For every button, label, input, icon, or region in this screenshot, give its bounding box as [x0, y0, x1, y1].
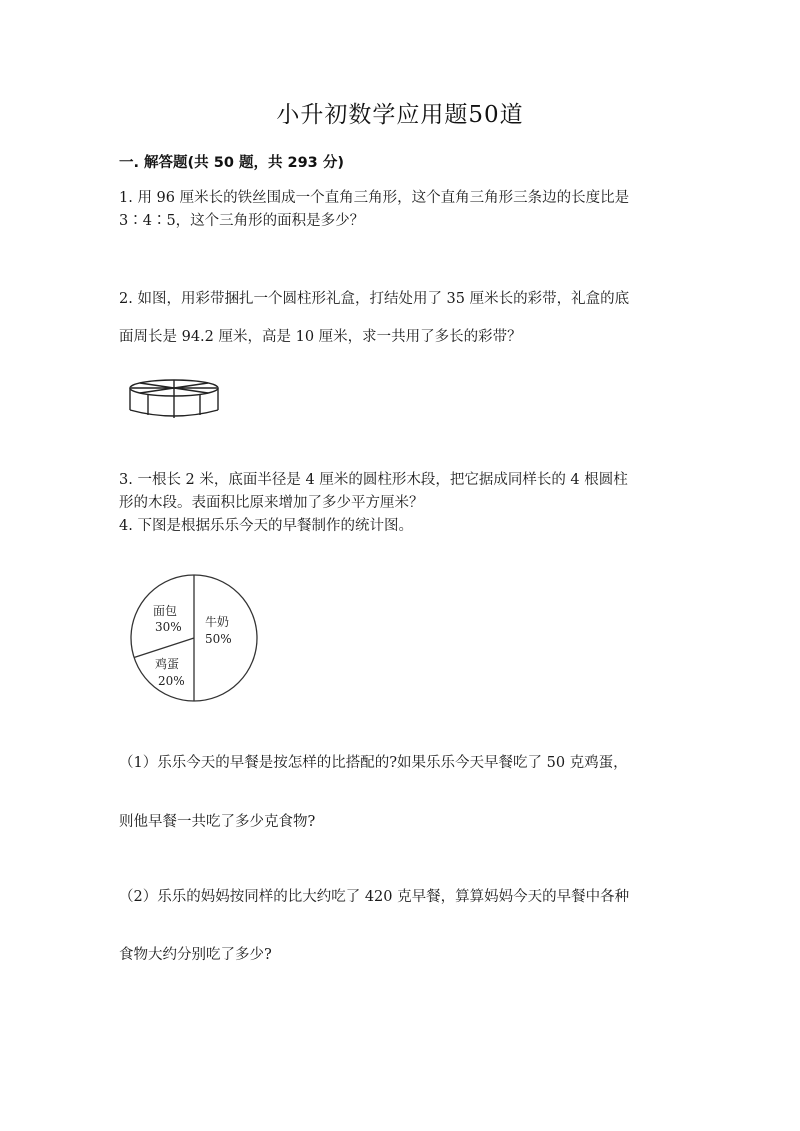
- pie-label-egg: 鸡蛋: [155, 657, 180, 671]
- breakfast-pie-chart: [128, 570, 264, 706]
- question-4-sub-2-line-1: （2）乐乐的妈妈按同样的比大约吃了 420 克早餐，算算妈妈今天的早餐中各种: [119, 889, 630, 905]
- pie-label-bread: 面包: [153, 604, 178, 618]
- question-4-line-1: 4. 下图是根据乐乐今天的早餐制作的统计图。: [119, 518, 413, 534]
- cylinder-gift-box-figure: [128, 377, 220, 425]
- question-1-line-1: 1. 用 96 厘米长的铁丝围成一个直角三角形，这个直角三角形三条边的长度比是: [119, 190, 630, 206]
- pie-value-bread: 30%: [155, 620, 182, 634]
- question-3-line-1: 3. 一根长 2 米，底面半径是 4 厘米的圆柱形木段，把它据成同样长的 4 根圆柱: [119, 472, 628, 488]
- pie-label-milk: 牛奶: [205, 615, 230, 629]
- question-4-sub-1-line-2: 则他早餐一共吃了多少克食物?: [119, 814, 316, 830]
- question-3-line-2: 形的木段。表面积比原来增加了多少平方厘米？: [119, 495, 424, 511]
- question-1-line-2: 3∶4∶5，这个三角形的面积是多少？: [119, 213, 365, 229]
- section-heading: 一. 解答题(共 50 题，共 293 分): [119, 155, 344, 171]
- question-4-sub-2-line-2: 食物大约分别吃了多少?: [119, 947, 272, 963]
- pie-value-milk: 50%: [205, 632, 232, 646]
- question-2-line-2: 面周长是 94.2 厘米，高是 10 厘米，求一共用了多长的彩带？: [119, 329, 522, 345]
- page-title: 小升初数学应用题50道: [276, 102, 524, 128]
- question-2-line-1: 2. 如图，用彩带捆扎一个圆柱形礼盒，打结处用了 35 厘米长的彩带，礼盒的底: [119, 291, 630, 307]
- pie-value-egg: 20%: [158, 674, 185, 688]
- question-4-sub-1-line-1: （1）乐乐今天的早餐是按怎样的比搭配的?如果乐乐今天早餐吃了 50 克鸡蛋，: [119, 755, 628, 771]
- pie-divider-面包: [134, 638, 194, 657]
